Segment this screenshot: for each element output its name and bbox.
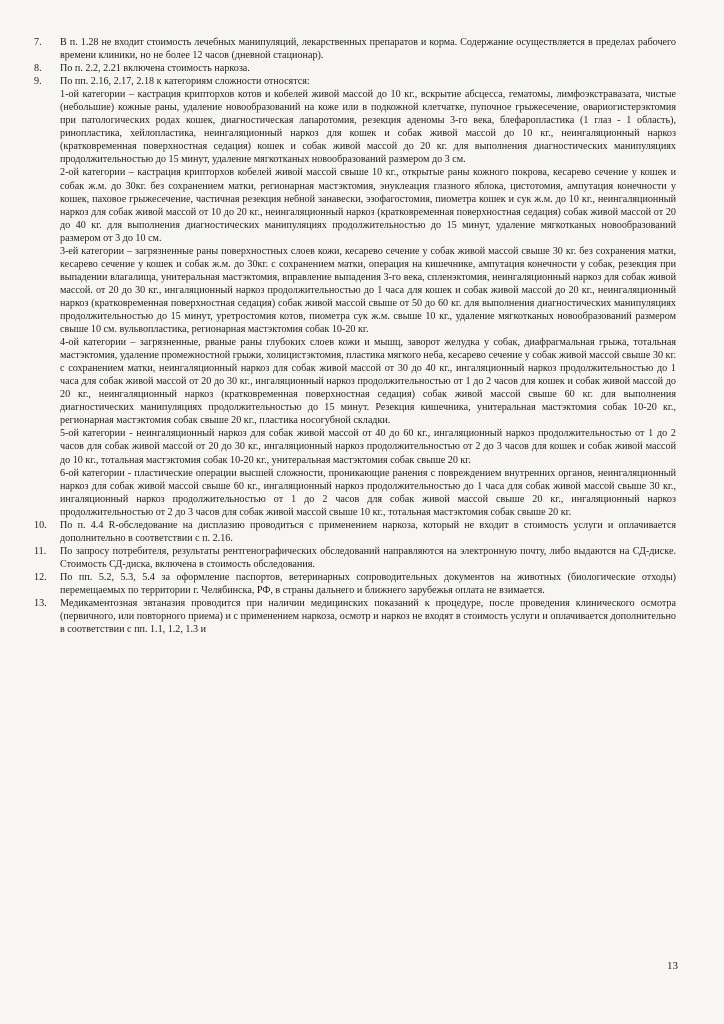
category-paragraph: 1-ой категории – кастрация крипторхов котов и кобелей живой массой до 10 кг., вскрытие абсцесса, гематомы, лимфоэкстравазата, чистые (небольшие) кожные раны, удаление новообразований на коже или в подкожной клетчатке, пупочное грыжесечение, овариогистерэктомия при патологических родах кошек, диагностическая лапаротомия, резекция аденомы 3-го века, блефаропластика (1 глаз - 1 область), ринопластика, хейлопластика, неингаляционный наркоз для кошек и собак живой массой до 10 кг., неингаляционный наркоз (кратковременная поверхностная седация) кошек и собак живой массой до 20 кг. для выполнения диагностических манипуляциях продолжительностью до 15 минут, удаление мягкотканых новообразований размером до 3 см.: [60, 89, 676, 166]
item-number: 10.: [34, 519, 47, 531]
item-text: По пп. 5.2, 5.3, 5.4 за оформление паспортов, ветеринарных сопроводительных документов на животных (биологические отходы) перемещаемых по территории г. Челябинска, РФ, в страны дальнего и ближнего зарубежья оплата не взимается.: [60, 571, 676, 596]
list-item: [34, 36, 676, 62]
item-body: [60, 75, 676, 519]
category-paragraph: 4-ой категории – загрязненные, рваные раны глубоких слоев кожи и мышц, заворот желудка у собак, диафрагмальная грыжа, тотальная мастэктомия, удаление промежностной грыжи, холицистэктомия, пластика мягкого неба, кесарево сечение у собак живой массой свыше 30 кг. с сохранением матки, неингаляционный наркоз для собак живой массой от 30 до 40 кг., ингаляционный наркоз продолжительностью до 1 часа для собак живой массой от 20 до 30 кг., ингаляционный наркоз продолжительностью от 1 до 2 часов для кошек и собак живой массой до 20 кг., неингаляционный наркоз (кратковременная поверхностная седация) собак живой массой свыше 60 кг. для выполнения диагностических манипуляциях продолжительностью до 15 минут. Резекция кишечника, унитеральная мастэктомия собак 10-20 кг., регионарная мастэктомия собак свыше 20 кг., пластика носогубной складки.: [60, 337, 676, 427]
item-text: По п. 2.2, 2.21 включена стоимость наркоза.: [60, 63, 250, 75]
list-item: [34, 519, 676, 545]
item-text: По пп. 2.16, 2.17, 2.18 к категориям сложности относятся:: [60, 76, 310, 88]
item-number: 12.: [34, 571, 47, 583]
list-item: [34, 75, 676, 519]
item-text: По п. 4.4 R-обследование на дисплазию проводиться с применением наркоза, который не входит в стоимость услуги и оплачивается дополнительно в соответствии с п. 2.16.: [60, 519, 676, 544]
item-text: Медикаментозная эвтаназия проводится при наличии медицинских показаний к процедуре, после проведения клинического осмотра (первичного, или повторного приема) и с применением наркоза, осмотр и наркоз не входят в стоимость услуги и оплачивается дополнительно в соответствии с пп. 1.1, 1.2, 1.3 и: [60, 598, 676, 636]
category-paragraph: 6-ой категории - пластические операции высшей сложности, проникающие ранения с повреждением внутренних органов, неингаляционный наркоз для собак живой массой свыше 60 кг., ингаляционный наркоз продолжительностью до 1 часа для собак живой массой свыше 30 кг., ингаляционный наркоз продолжительностью от 1 до 2 часов для собак живой массой свыше 20 кг., ингаляционный наркоз продолжительностью от 2 до 3 часов для собак живой массой свыше 10 кг., тотальная мастэктомия собак свыше 20 кг.: [60, 467, 676, 518]
category-paragraph: 5-ой категории - неингаляционный наркоз для собак живой массой от 40 до 60 кг., ингаляционный наркоз продолжительностью от 1 до 2 часов для собак живой массой от 20 до 30 кг., ингаляционный наркоз продолжительностью от 2 до 3 часов для кошек и собак живой массой до 10 кг., тотальная мастэктомия собак 10-20 кг., унитеральная мастэктомия собак свыше 20 кг.: [60, 428, 676, 466]
category-paragraph: 3-ей категории – загрязненные раны поверхностных слоев кожи, кесарево сечение у собак живой массой свыше 30 кг. без сохранения матки, кесарево сечение у кошек и собак ж.м. до 30кг. с сохранением матки, операция на кишечнике, ампутация конечности у собак, резекция при выпадении влагалища, унитеральная мастэктомия, вправление выпадения 3-го века, спленэктомия, неингаляционный наркоз для собак живой массой. от 20 до 30 кг., ингаляционный наркоз продолжительностью до 1 часа для кошек и собак живой массой до 20 кг., неингаляционный наркоз (кратковременная поверхностная седация) собак живой массой свыше от 50 до 60 кг. для выполнения диагностических манипуляциях продолжительностью до 15 минут, уретростомия котов, пиометра сук ж.м. свыше 10 кг., удаление мягкотканых новообразований размером свыше 10 см. вульвопластика, регионарная мастэктомия собак 10-20 кг.: [60, 245, 676, 336]
category-paragraph: 2-ой категории – кастрация крипторхов кобелей живой массой свыше 10 кг., открытые раны кожного покрова, кесарево сечение у кошек и собак ж.м. до 30кг. без сохранением матки, регионарная мастэктомия, энуклеация глазного яблока, цистотомия, ампутация конечности у кошек, паховое грыжесечение, частичная резекция небной занавески, эзофагостомия, пиометра кошек и сук ж.м. до 10 кг., неингаляционный наркоз для собак живой массой от 10 до 20 кг., неингаляционный наркоз (кратковременная поверхностная седация) собак живой массой от 20 до 40 кг. для выполнения диагностических манипуляциях продолжительностью до 15 минут, удаление мягкотканых новообразований размером от 3 до 10 см.: [60, 167, 676, 244]
list-item: [34, 571, 676, 597]
page-number: 13: [667, 960, 678, 972]
list-item: [34, 545, 676, 571]
list-item: [34, 62, 676, 75]
item-number: 9.: [34, 76, 42, 88]
list-item: [34, 597, 676, 636]
item-number: 8.: [34, 63, 42, 75]
item-text: В п. 1.28 не входит стоимость лечебных манипуляций, лекарственных препаратов и корма. Содержание осуществляется в пределах рабочего времени клиники, но не более 12 часов (дневной стационар).: [60, 37, 676, 62]
item-number: 13.: [34, 598, 47, 610]
item-number: 11.: [34, 545, 47, 557]
item-text: По запросу потребителя, результаты рентгенографических обследований направляются на электронную почту, либо выдаются на СД-диске. Стоимость СД-диска, включена в стоимость обследования.: [60, 545, 676, 570]
item-number: 7.: [34, 37, 42, 48]
